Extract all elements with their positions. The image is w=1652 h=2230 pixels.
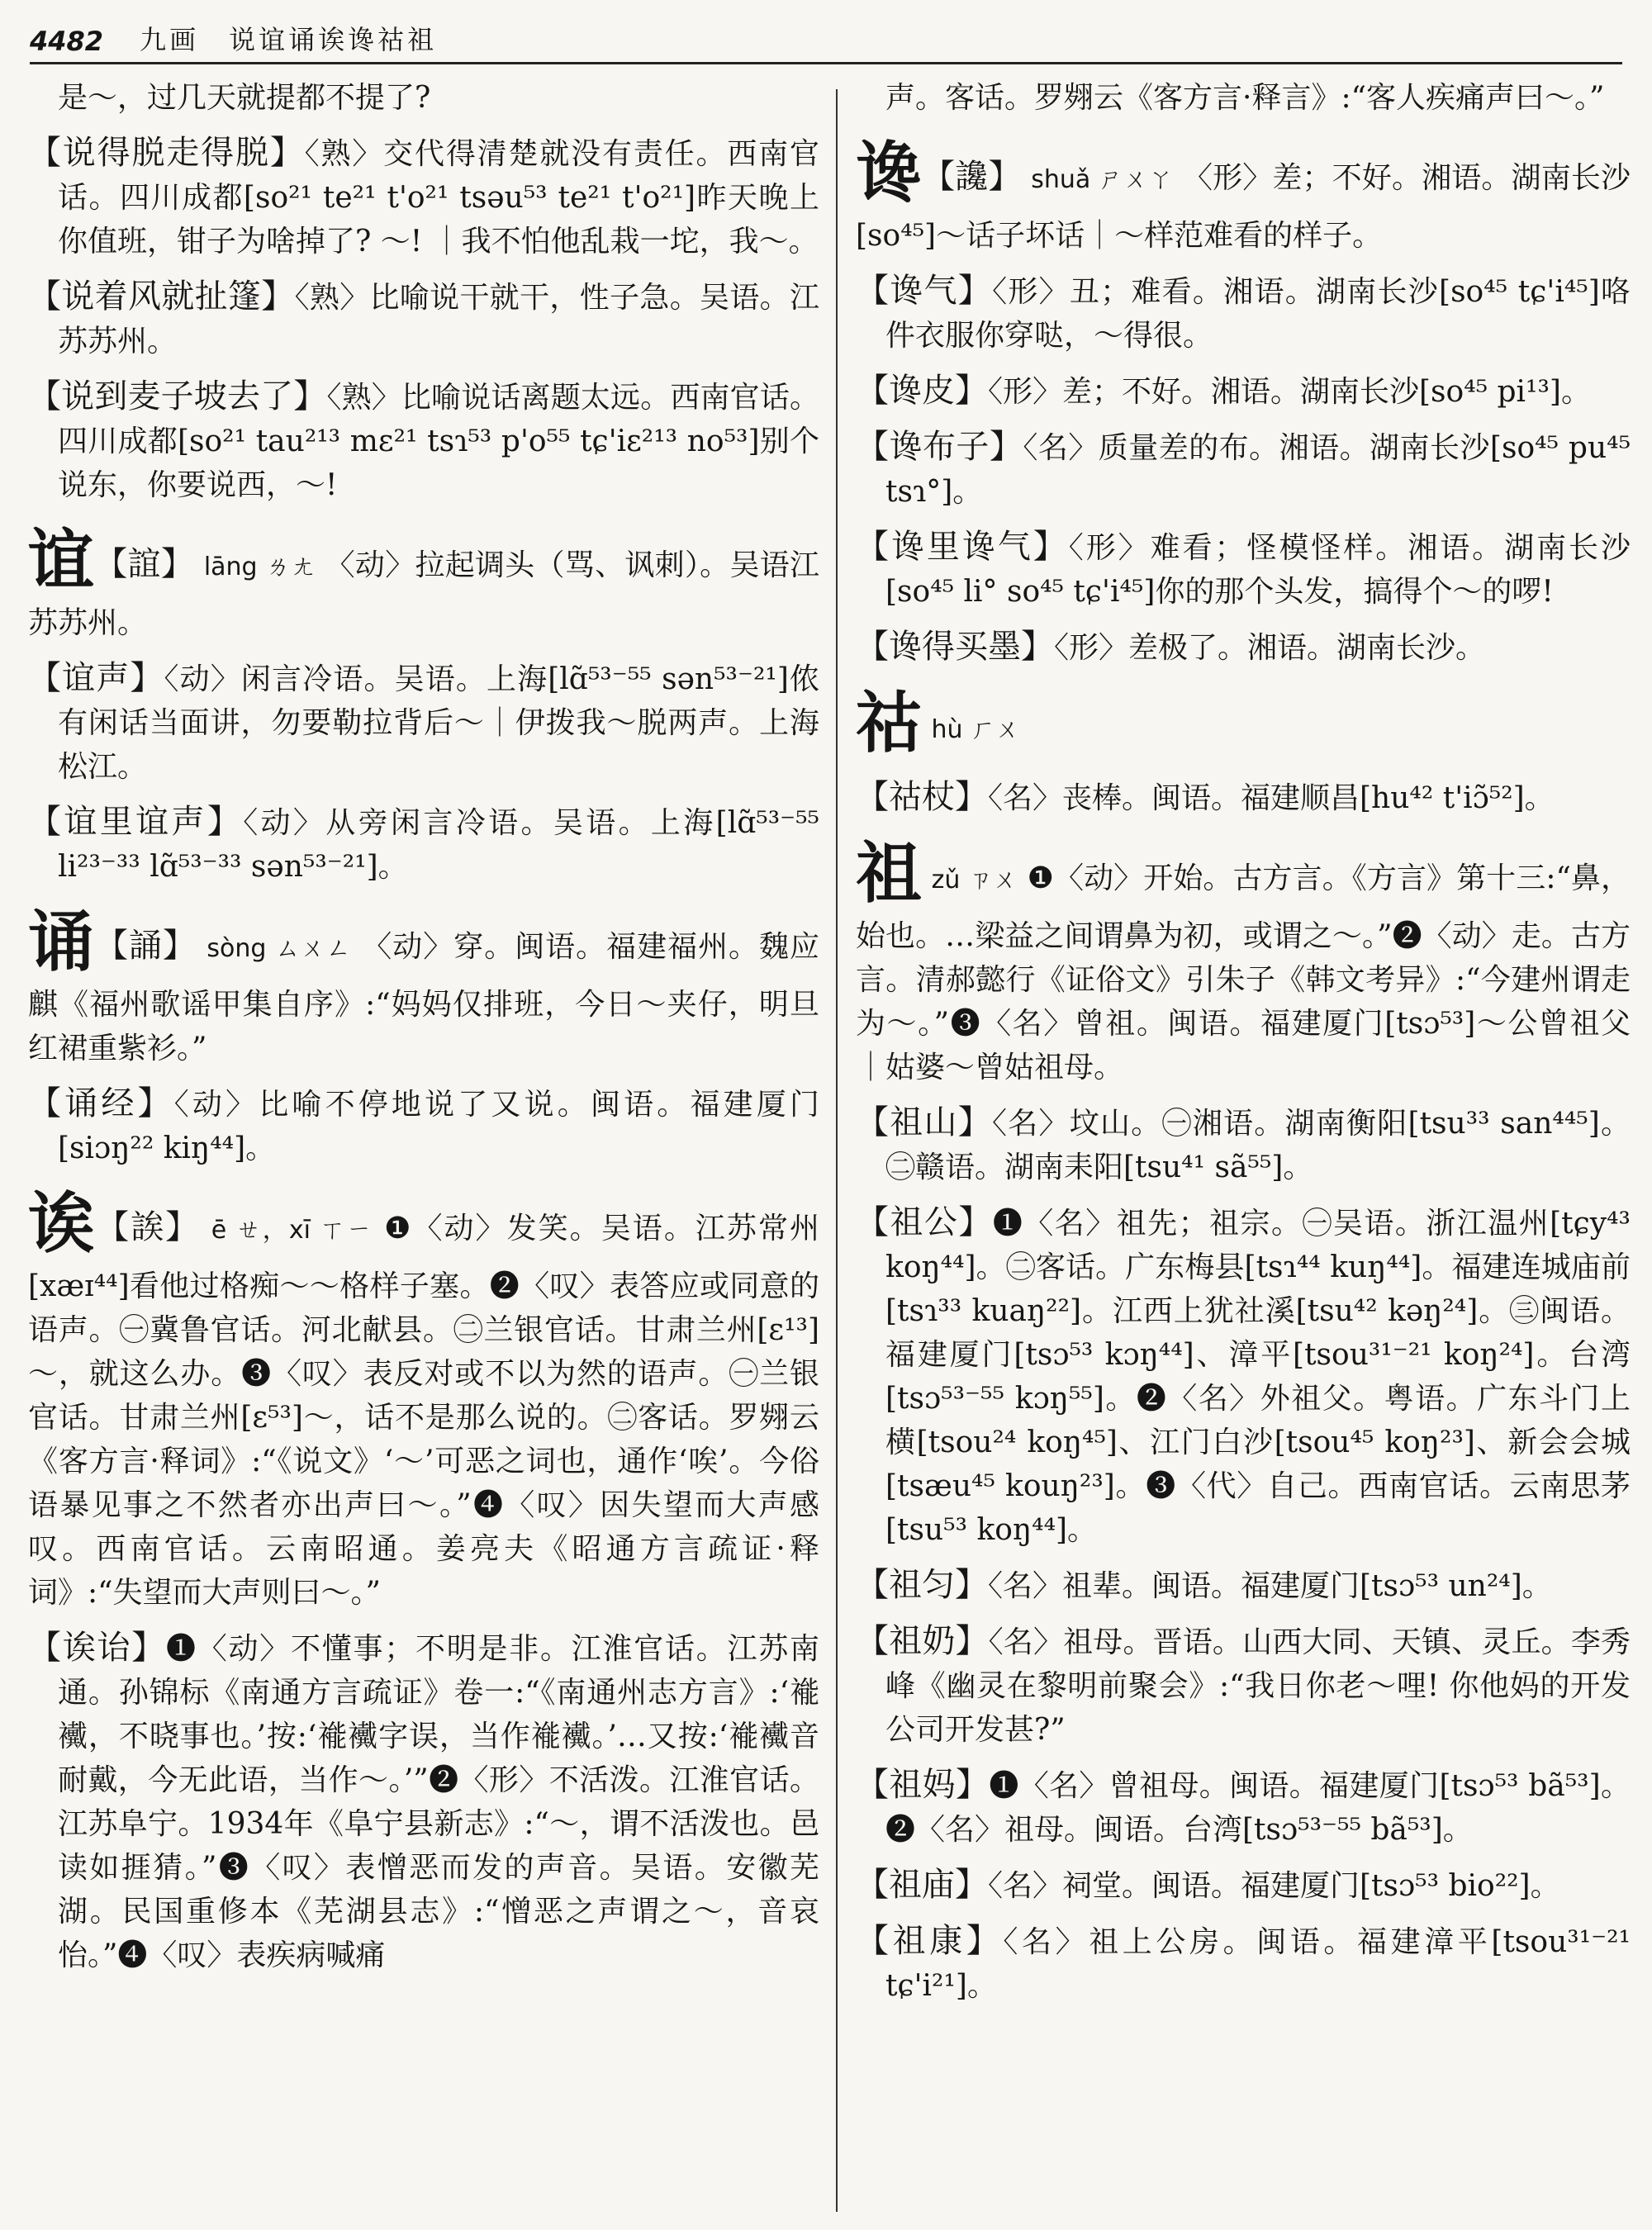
entry-term: 【祖匀】 — [856, 1566, 988, 1604]
dictionary-entry — [856, 269, 1631, 358]
entry-term: 【诶诒】 — [28, 1629, 166, 1667]
entry-definition: 〈熟〉交代得清楚就没有责任。西南官话。四川成都[so²¹ te²¹ t'o²¹ tsəu⁵³ te²¹ t'o²¹]昨天晚上你值班，钳子为啥掉了? ～! ｜我不怕他乱栽一坨，我～。 — [58, 137, 819, 259]
headword-definition: 〈动〉拉起调头（骂、讽刺）。吴语江苏苏州。 — [28, 548, 819, 640]
entry-term: 【祖康】 — [856, 1922, 1004, 1960]
entry-term: 【谊里谊声】 — [28, 803, 244, 841]
entry-term: 【谗得买墨】 — [856, 628, 1054, 666]
entry-definition: 〈熟〉比喻说干就干，性子急。吴语。江苏苏州。 — [58, 281, 819, 358]
entry-definition: 〈动〉比喻不停地说了又说。闽语。福建厦门[siɔŋ²² kiŋ⁴⁴]。 — [58, 1088, 819, 1165]
pinyin-zhuyin: ē ㄝ，xī ㄒㄧ — [211, 1216, 373, 1245]
entry-term: 【说得脱走得脱】 — [28, 134, 305, 172]
dictionary-entry — [28, 275, 819, 363]
page-title: 九画 说谊诵诶谗祜祖 — [140, 24, 438, 55]
dictionary-entry — [856, 525, 1631, 614]
page-number: 4482 — [30, 26, 104, 57]
entry-definition: 〈形〉差；不好。湘语。湖南长沙[so⁴⁵ pi¹³]。 — [988, 375, 1591, 409]
dictionary-entry — [856, 1201, 1631, 1552]
dictionary-entry — [28, 375, 819, 507]
entry-term: 【祖公】 — [856, 1203, 993, 1241]
continuation-text: 是～，过几天就提都不提了? — [58, 81, 431, 115]
dictionary-entry — [28, 657, 819, 789]
column-divider — [836, 89, 838, 2212]
page-header — [30, 17, 1622, 64]
entry-definition: 〈名〉祖母。晋语。山西大同、天镇、灵丘。李秀峰《幽灵在黎明前聚会》:“我日你老～哩! 你他妈的开发公司开发甚?” — [885, 1625, 1631, 1747]
entry-term: 【谗气】 — [856, 272, 993, 310]
traditional-form: 【誼】 — [94, 545, 195, 583]
dictionary-entry — [856, 425, 1631, 514]
dictionary-entry — [28, 1626, 819, 1977]
dictionary-entry — [856, 625, 1631, 670]
entry-definition: 〈熟〉比喻说话离题太远。西南官话。四川成都[so²¹ tau²¹³ mɛ²¹ tsɿ⁵³ p'o⁵⁵ tɕ'iɛ²¹³ no⁵³]别个说东，你要说西，～! — [58, 381, 819, 502]
dictionary-entry — [856, 369, 1631, 414]
headword-character: 祜 — [856, 684, 922, 762]
entry-definition: 〈形〉难看；怪模怪样。湘语。湖南长沙[so⁴⁵ li° so⁴⁵ tɕ'i⁴⁵]你的那个头发，搞得个～的啰! — [885, 531, 1631, 609]
dictionary-entry — [856, 776, 1631, 820]
entry-definition: ❶〈动〉不懂事；不明是非。江淮官话。江苏南通。孙锦标《南通方言疏证》卷一:“《南通州志方言》:‘褦襶，不晓事也。’按:‘褦襶字误，当作褦襶。’…又按:‘褦襶音耐戴，今无此语，当作～。’”❷〈形〉不活泼。江淮官话。江苏阜宁。1934年《阜宁县新志》:“～，谓不活泼也。邑读如捱猜。”❸〈叹〉表憎恶而发的声音。吴语。安徽芜湖。民国重修本《芜湖县志》:“憎恶之声谓之～，音哀怡。”❹〈叹〉表疾病喊痛 — [58, 1632, 819, 1972]
entry-definition: 〈形〉差极了。湘语。湖南长沙。 — [1054, 631, 1486, 665]
entry-term: 【谗布子】 — [856, 428, 1023, 466]
dictionary-entry — [28, 1082, 819, 1170]
entry-definition: 〈名〉坟山。㊀湘语。湖南衡阳[tsu³³ san⁴⁴⁵]。㊁赣语。湖南耒阳[tsu⁴¹ sã⁵⁵]。 — [885, 1107, 1631, 1184]
headword-entry — [856, 681, 1631, 764]
dictionary-entry — [856, 1563, 1631, 1608]
entry-term: 【祜杖】 — [856, 778, 988, 816]
entry-definition: 〈名〉祖辈。闽语。福建厦门[tsɔ⁵³ un²⁴]。 — [988, 1569, 1552, 1603]
entry-definition: 〈名〉祠堂。闽语。福建厦门[tsɔ⁵³ bio²²]。 — [988, 1869, 1560, 1903]
dictionary-entry — [856, 1863, 1631, 1908]
entry-definition: 〈形〉丑；难看。湘语。湖南长沙[so⁴⁵ tɕ'i⁴⁵]咯件衣服你穿哒，～得很。 — [885, 275, 1631, 353]
entry-term: 【谗里谗气】 — [856, 528, 1069, 566]
pinyin-zhuyin: zǔ ㄗㄨ — [931, 866, 1018, 894]
dictionary-entry — [28, 131, 819, 263]
headword-entry — [28, 1182, 819, 1615]
dictionary-entry — [856, 1919, 1631, 2008]
entry-term: 【谊声】 — [28, 659, 164, 697]
headword-entry — [28, 900, 819, 1070]
entry-definition: 〈名〉质量差的布。湘语。湖南长沙[so⁴⁵ pu⁴⁵ tsɿ°]。 — [885, 431, 1631, 509]
entry-term: 【谗皮】 — [856, 372, 988, 410]
headword-character: 谗 — [856, 134, 923, 211]
traditional-form: 【誒】 — [96, 1208, 201, 1246]
entry-term: 【祖山】 — [856, 1103, 993, 1141]
entry-term: 【祖妈】 — [856, 1766, 990, 1804]
pinyin-zhuyin: sòng ㄙㄨㄥ — [206, 934, 352, 963]
headword-definition: 〈动〉穿。闽语。福建福州。魏应麒《福州歌谣甲集自序》:“妈妈仅排班，今日～夹仔，明旦红裙重紫衫。” — [28, 930, 820, 1065]
entry-definition: 〈动〉从旁闲言冷语。吴语。上海[lɑ̃⁵³⁻⁵⁵ li²³⁻³³ lɑ̃⁵³⁻³³ sən⁵³⁻²¹]。 — [58, 806, 819, 884]
entry-term: 【说到麦子坡去了】 — [28, 377, 327, 415]
headword-entry — [856, 131, 1631, 258]
entry-term: 【祖奶】 — [856, 1622, 989, 1660]
entry-definition: 〈动〉闲言冷语。吴语。上海[lɑ̃⁵³⁻⁵⁵ sən⁵³⁻²¹]侬有闲话当面讲，勿要勒拉背后～｜伊拨我～脱两声。上海松江。 — [58, 662, 820, 784]
dictionary-entry — [28, 800, 819, 889]
headword-character: 诵 — [28, 903, 95, 980]
headword-character: 祖 — [856, 834, 923, 912]
entry-term: 【说着风就扯篷】 — [28, 278, 295, 316]
entry-term: 【祖庙】 — [856, 1866, 988, 1904]
dictionary-entry — [856, 1763, 1631, 1852]
traditional-form: 【誦】 — [94, 927, 197, 965]
entry-term: 【诵经】 — [28, 1084, 174, 1122]
pinyin-zhuyin: hù ㄏㄨ — [931, 715, 1021, 744]
continuation-text: 声。客话。罗翙云《客方言·释言》:“客人疾痛声曰～。” — [885, 81, 1605, 115]
headword-definition: ❶〈动〉开始。古方言。《方言》第十三:“鼻，始也。…梁益之间谓鼻为初，或谓之～。”❷〈动〉走。古方言。清郝懿行《证俗文》引朱子《韩文考异》:“今建州谓走为～。”❸〈名〉曾祖。闽语。福建厦门[tsɔ⁵³]～公曾祖父｜姑婆～曾姑祖母。 — [856, 861, 1631, 1084]
right-column — [856, 76, 1631, 2019]
dictionary-entry — [856, 1620, 1631, 1752]
traditional-form: 【讒】 — [922, 158, 1022, 196]
headword-character: 谊 — [28, 521, 95, 599]
dictionary-entry — [856, 1101, 1631, 1189]
headword-entry — [856, 832, 1631, 1089]
entry-definition: 〈名〉丧棒。闽语。福建顺昌[hu⁴² t'iɔ̃⁵²]。 — [988, 781, 1555, 815]
headword-definition: 〈形〉差；不好。湘语。湖南长沙[so⁴⁵]～话子坏话｜～样范难看的样子。 — [856, 161, 1631, 253]
pinyin-zhuyin: lāng ㄌㄤ — [203, 553, 316, 581]
entry-definition: ❶〈名〉曾祖母。闽语。福建厦门[tsɔ⁵³ bã⁵³]。❷〈名〉祖母。闽语。台湾[tsɔ⁵³⁻⁵⁵ bã⁵³]。 — [885, 1769, 1631, 1847]
entry-definition: ❶〈名〉祖先；祖宗。㊀吴语。浙江温州[tɕy⁴³ koŋ⁴⁴]。㊁客话。广东梅县[tsɿ⁴⁴ kuŋ⁴⁴]。福建连城庙前[tsɿ³³ kuaŋ²²]。江西上犹社溪[tsu⁴² kəŋ²⁴]。㊂闽语。福建厦门[tsɔ⁵³ kɔŋ⁴⁴]、漳平[tsou³¹⁻²¹ koŋ²⁴]。台湾[tsɔ⁵³⁻⁵⁵ kɔŋ⁵⁵]。❷〈名〉外祖父。粤语。广东斗门上横[tsou²⁴ koŋ⁴⁵]、江门白沙[tsou⁴⁵ koŋ²³]、新会会城[tsæu⁴⁵ kouŋ²³]。❸〈代〉自己。西南官话。云南思茅[tsu⁵³ koŋ⁴⁴]。 — [885, 1207, 1631, 1547]
headword-character: 诶 — [28, 1184, 97, 1262]
headword-definition: ❶〈动〉发笑。吴语。江苏常州[xæɪ⁴⁴]看他过格痴～～格样子塞。❷〈叹〉表答应或同意的语声。㊀冀鲁官话。河北献县。㊁兰银官话。甘肃兰州[ɛ¹³]～，就这么办。❸〈叹〉表反对或不以为然的语声。㊀兰银官话。甘肃兰州[ɛ⁵³]～，话不是那么说的。㊁客话。罗翙云《客方言·释词》:“《说文》‘～’可恶之词也，通作‘唉’。今俗语暴见事之不然者亦出声曰～。”❹〈叹〉因失望而大声感叹。西南官话。云南昭通。姜亮夫《昭通方言疏证·释词》:“失望而大声则曰～。” — [28, 1212, 820, 1610]
headword-entry — [28, 519, 819, 645]
entry-definition: 〈名〉祖上公房。闽语。福建漳平[tsou³¹⁻²¹ tɕ'i²¹]。 — [885, 1925, 1631, 2003]
left-column — [28, 76, 819, 1989]
pinyin-zhuyin: shuǎ ㄕㄨㄚ — [1031, 165, 1174, 194]
